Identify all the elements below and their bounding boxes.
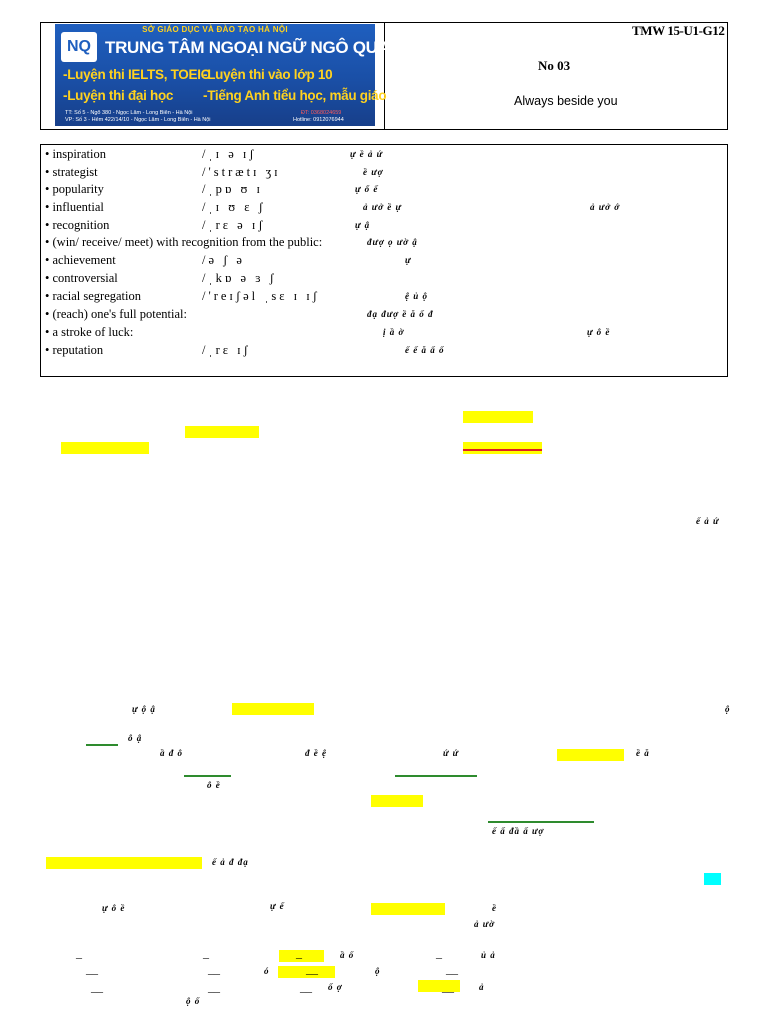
blank-dash: __ bbox=[208, 962, 220, 976]
banner-address-2: VP: Số 3 - Hẻm 422/14/10 - Ngọc Lâm - Long Biên - Hà Nội bbox=[65, 117, 211, 123]
vocab-meaning: ự ổ ế bbox=[355, 184, 379, 194]
text-fragment: ộ ố bbox=[186, 996, 201, 1006]
vocab-term: • a stroke of luck: bbox=[45, 325, 134, 339]
vocab-term: • popularity bbox=[45, 182, 104, 196]
text-fragment: ô ề bbox=[207, 780, 221, 790]
blank-dash: __ bbox=[306, 962, 318, 976]
vocab-row bbox=[45, 306, 725, 324]
blank-dash: _ bbox=[436, 946, 442, 960]
cyan-mark bbox=[704, 873, 721, 885]
vocab-meaning: ế ế ă ấ ố bbox=[405, 345, 445, 355]
vocab-row bbox=[45, 324, 725, 342]
vocab-ipa: /ˌɪ ʊ ɛ ʃ bbox=[202, 200, 266, 214]
vocab-ipa: /ˌrɛ ə ɪʃ bbox=[202, 218, 266, 232]
document-subtitle: Always beside you bbox=[514, 94, 618, 108]
document-code: TMW 15-U1-G12 bbox=[632, 23, 725, 38]
banner-course-4: -Tiếng Anh tiểu học, mẫu giáo bbox=[203, 88, 387, 103]
text-fragment: ầ đ ô bbox=[160, 748, 183, 758]
nq-logo-icon: NQ bbox=[61, 32, 97, 62]
text-fragment: ầ ố bbox=[340, 950, 355, 960]
vocab-term: • (win/ receive/ meet) with recognition from the public: bbox=[45, 235, 323, 249]
banner-course-2: -Luyện thi vào lớp 10 bbox=[203, 67, 333, 82]
highlight-mark bbox=[232, 703, 314, 715]
vocab-ipa: /ə ʃ ə bbox=[202, 253, 245, 267]
blank-dash: __ bbox=[442, 980, 454, 994]
text-fragment: ộ bbox=[375, 966, 381, 976]
vocab-meaning-extra: ự ô ề bbox=[587, 327, 611, 337]
vocab-row bbox=[45, 217, 725, 235]
banner-title: TRUNG TÂM NGOẠI NGỮ NGÔ QUANG bbox=[105, 38, 415, 57]
blank-dash: _ bbox=[203, 946, 209, 960]
blank-dash: __ bbox=[300, 980, 312, 994]
highlight-mark bbox=[185, 426, 259, 438]
green-underline bbox=[395, 775, 477, 777]
vocab-row bbox=[45, 342, 725, 360]
vocab-meaning: ự ậ bbox=[355, 220, 371, 230]
text-fragment: ề ă bbox=[636, 748, 650, 758]
text-fragment: đ ề ệ bbox=[305, 748, 327, 758]
center-logo-banner bbox=[55, 24, 415, 126]
blank-dash: _ bbox=[296, 946, 302, 960]
highlight-mark bbox=[371, 795, 423, 807]
blank-dash: __ bbox=[208, 980, 220, 994]
vocab-row bbox=[45, 288, 725, 306]
vocab-row bbox=[45, 164, 725, 182]
vocab-meaning: ệ ủ ộ bbox=[405, 291, 428, 301]
vocab-term: • racial segregation bbox=[45, 289, 141, 303]
blank-dash: __ bbox=[446, 962, 458, 976]
vocab-meaning: ề ượ bbox=[363, 167, 384, 177]
vocab-term: • inspiration bbox=[45, 147, 106, 161]
vocab-term: • controversial bbox=[45, 271, 118, 285]
highlight-mark bbox=[463, 442, 542, 454]
vocab-term: • reputation bbox=[45, 343, 104, 357]
blank-dash: __ bbox=[91, 980, 103, 994]
text-fragment: ế ả ứ bbox=[696, 516, 720, 526]
vocab-ipa: /'reɪʃəl ˌsɛ ɪ ɪʃ bbox=[202, 289, 320, 303]
vocab-meaning: đạ đượ ề ă ố đ bbox=[367, 309, 434, 319]
text-fragment: ế ả đ đạ bbox=[212, 857, 249, 867]
vocab-term: • influential bbox=[45, 200, 104, 214]
vocab-ipa: /ˌrɛ ɪʃ bbox=[202, 343, 251, 357]
vocab-ipa: /'strætɪ ʒɪ bbox=[202, 165, 281, 179]
text-fragment: ả bbox=[479, 982, 485, 992]
green-underline bbox=[488, 821, 594, 823]
text-fragment: ô ậ bbox=[128, 733, 143, 743]
vocab-term: • (reach) one's full potential: bbox=[45, 307, 187, 321]
green-underline bbox=[86, 744, 118, 746]
vocab-meaning: ự ề ả ứ bbox=[350, 149, 384, 159]
vocab-meaning: ị ầ ờ bbox=[383, 327, 405, 337]
highlight-mark bbox=[46, 857, 202, 869]
text-fragment: ế ấ đầ ấ ượ bbox=[492, 826, 545, 836]
highlight-mark bbox=[557, 749, 624, 761]
text-fragment: ó bbox=[264, 966, 270, 976]
vocab-meaning-extra: ả ưở ớ bbox=[590, 202, 621, 212]
text-fragment: ề bbox=[492, 903, 497, 913]
text-fragment: ự ộ ậ bbox=[132, 704, 156, 714]
vocab-row bbox=[45, 252, 725, 270]
green-underline bbox=[184, 775, 231, 777]
vocab-term: • recognition bbox=[45, 218, 110, 232]
text-fragment: ự ế bbox=[270, 901, 285, 911]
blank-dash: _ bbox=[76, 946, 82, 960]
vocab-term: • achievement bbox=[45, 253, 116, 267]
vocab-term: • strategist bbox=[45, 165, 98, 179]
highlight-mark bbox=[463, 411, 533, 423]
banner-address-1: TT: Số 5 - Ngõ 380 - Ngọc Lâm - Long Biên - Hà Nội bbox=[65, 110, 193, 116]
banner-course-3: -Luyện thi đại học bbox=[63, 88, 174, 103]
vocab-row bbox=[45, 199, 725, 217]
text-fragment: ố ợ bbox=[328, 982, 343, 992]
vocab-meaning: ự bbox=[405, 255, 412, 265]
banner-hotline: Hotline: 0912076944 bbox=[293, 117, 344, 123]
vocab-row bbox=[45, 270, 725, 288]
banner-course-1: -Luyện thi IELTS, TOEIC bbox=[63, 67, 211, 82]
banner-top-line: SỞ GIÁO DỤC VÀ ĐÀO TẠO HÀ NỘI bbox=[142, 25, 288, 34]
text-fragment: ả ườ bbox=[474, 919, 495, 929]
vocab-meaning: đượ ọ ườ ậ bbox=[367, 237, 418, 247]
banner-phone: ĐT: 0368024659 bbox=[301, 110, 342, 116]
highlight-mark bbox=[61, 442, 149, 454]
text-fragment: ự ô ề bbox=[102, 903, 126, 913]
vocab-meaning: ả ưở ề ự bbox=[363, 202, 402, 212]
vocab-ipa: /ˌɪ ə ɪʃ bbox=[202, 147, 257, 161]
vocab-ipa: /ˌkɒ ə ɜ ʃ bbox=[202, 271, 277, 285]
red-underline bbox=[463, 449, 542, 451]
highlight-mark bbox=[371, 903, 445, 915]
vocab-ipa: /ˌpɒ ʊ ɪ bbox=[202, 182, 264, 196]
document-number: No 03 bbox=[538, 58, 571, 73]
blank-dash: __ bbox=[86, 962, 98, 976]
text-fragment: ộ bbox=[725, 704, 731, 714]
vocab-row bbox=[45, 146, 725, 164]
text-fragment: ứ ứ bbox=[443, 748, 460, 758]
vocab-row bbox=[45, 234, 725, 252]
text-fragment: ủ ả bbox=[481, 950, 496, 960]
vocab-row bbox=[45, 181, 725, 199]
